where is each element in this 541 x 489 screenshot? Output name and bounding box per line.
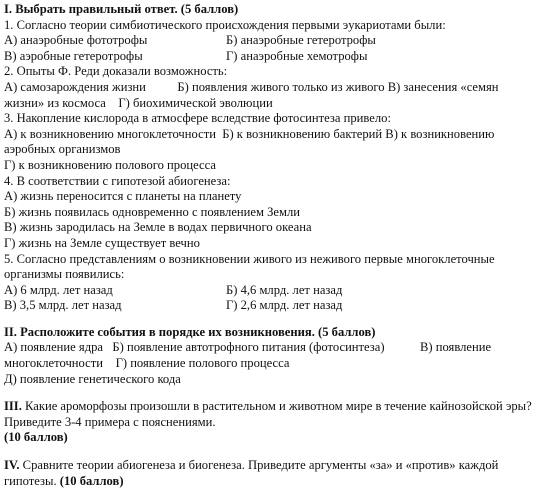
q1-option-g: Г) анаэробные хемотрофы bbox=[226, 48, 368, 63]
q3-question: 3. Накопление кислорода в атмосфере вследствие фотосинтеза привело: bbox=[4, 111, 391, 126]
s3-points: (10 баллов) bbox=[4, 430, 68, 445]
q1-options-row-2 bbox=[4, 49, 541, 65]
q5-options-row-2 bbox=[4, 298, 541, 314]
q5-options-row-1 bbox=[4, 283, 541, 299]
q4-option-g: Г) жизнь на Земле существует вечно bbox=[4, 235, 200, 250]
section-3-title: III. bbox=[4, 399, 22, 414]
q5-option-a: А) 6 млрд. лет назад bbox=[4, 282, 113, 297]
section-4-title: IV. bbox=[4, 458, 20, 473]
q5-option-v: В) 3,5 млрд. лет назад bbox=[4, 298, 122, 313]
q2-options-line-2: жизни» из космоса Г) биохимической эволюции bbox=[4, 95, 273, 110]
q1-options-row-1 bbox=[4, 33, 541, 49]
q5-option-b: Б) 4,6 млрд. лет назад bbox=[226, 282, 343, 297]
q3-options-line-1: А) к возникновению многоклеточности Б) к возникновению бактерий В) к возникновению bbox=[4, 126, 495, 141]
q1-option-v: В) аэробные гетеротрофы bbox=[4, 48, 143, 63]
s4-question-cont: гипотезы. bbox=[4, 473, 60, 488]
s4-line-1 bbox=[4, 458, 541, 474]
s2-line-1 bbox=[4, 340, 541, 356]
section-1-title: I. Выбрать правильный ответ. (5 баллов) bbox=[4, 2, 239, 16]
s4-line-2 bbox=[4, 474, 541, 489]
q5-question-cont: организмы появились: bbox=[4, 267, 125, 282]
q1-option-a: А) анаэробные фототрофы bbox=[4, 33, 148, 48]
s2-items-a-b: А) появление ядра Б) появление автотрофного питания (фотосинтеза) bbox=[4, 340, 385, 355]
s3-line-1 bbox=[4, 399, 541, 415]
s4-question: Сравните теории абиогенеза и биогенеза. Приведите аргументы «за» и «против» каждой bbox=[19, 458, 499, 473]
q3-options-line-3: Г) к возникновению полового процесса bbox=[4, 157, 216, 172]
q4-option-a: А) жизнь переносится с планеты на планету bbox=[4, 189, 242, 204]
q4-option-v: В) жизнь зародилась на Земле в водах первичного океана bbox=[4, 220, 312, 235]
q5-option-g: Г) 2,6 млрд. лет назад bbox=[226, 298, 343, 313]
s2-item-v: В) появление bbox=[420, 340, 492, 355]
section-2-title: II. Расположите события в порядке их возникновения. (5 баллов) bbox=[4, 324, 376, 339]
q1-option-b: Б) анаэробные гетеротрофы bbox=[226, 33, 376, 48]
q4-option-b: Б) жизнь появилась одновременно с появлением Земли bbox=[4, 204, 301, 219]
q4-question: 4. В соответствии с гипотезой абиогенеза: bbox=[4, 173, 231, 188]
s2-line-2: многоклеточности Г) появление полового процесса bbox=[4, 356, 290, 371]
q5-question: 5. Согласно представлениям о возникновении живого из неживого первые многоклеточные bbox=[4, 251, 495, 266]
s3-question: Какие ароморфозы произошли в растительном и животном мире в течение кайнозойской эры? bbox=[21, 399, 532, 414]
q1-question: 1. Согласно теории симбиотического происхождения первыми эукариотами были: bbox=[4, 17, 446, 32]
q3-options-line-2: аэробных организмов bbox=[4, 142, 121, 157]
q2-options-line-1: А) самозарождения жизни Б) появления живого только из живого В) занесения «семян bbox=[4, 79, 499, 94]
s3-line-2: Приведите 3-4 примера с пояснениями. bbox=[4, 414, 216, 429]
s2-line-3: Д) появление генетического кода bbox=[4, 371, 181, 386]
q2-question: 2. Опыты Ф. Реди доказали возможность: bbox=[4, 64, 228, 79]
s4-points: (10 баллов) bbox=[59, 473, 124, 488]
worksheet bbox=[4, 2, 541, 489]
